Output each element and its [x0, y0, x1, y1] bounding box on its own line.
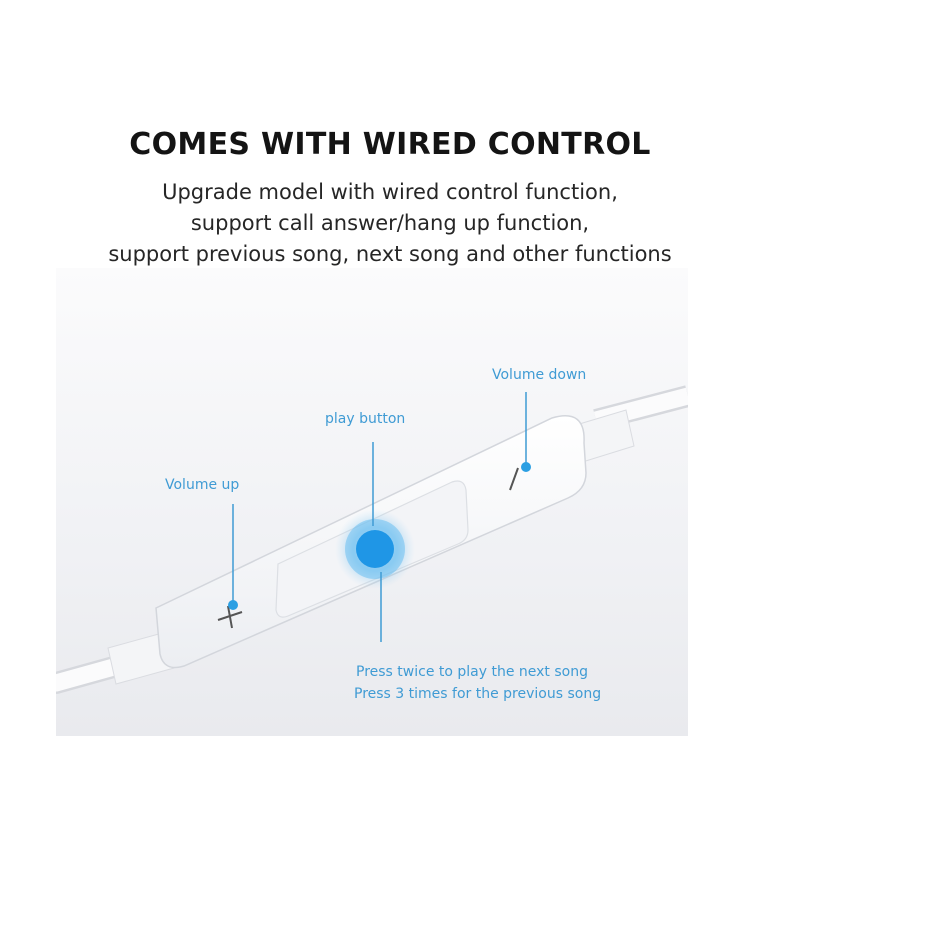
- description-line-1: Upgrade model with wired control function,: [162, 180, 618, 204]
- volume-up-label: Volume up: [165, 477, 240, 493]
- volume-down-label: Volume down: [492, 367, 587, 383]
- description-line-2: support call answer/hang up function,: [190, 211, 590, 235]
- description-line-3: support previous song, next song and other functions: [108, 242, 672, 266]
- press-note-previous: Press 3 times for the previous song: [354, 686, 602, 702]
- page-title: COMES WITH WIRED CONTROL: [129, 127, 651, 162]
- play-dot-icon[interactable]: [356, 530, 394, 568]
- press-note-next: Press twice to play the next song: [356, 664, 588, 680]
- play-button-label: play button: [325, 411, 406, 427]
